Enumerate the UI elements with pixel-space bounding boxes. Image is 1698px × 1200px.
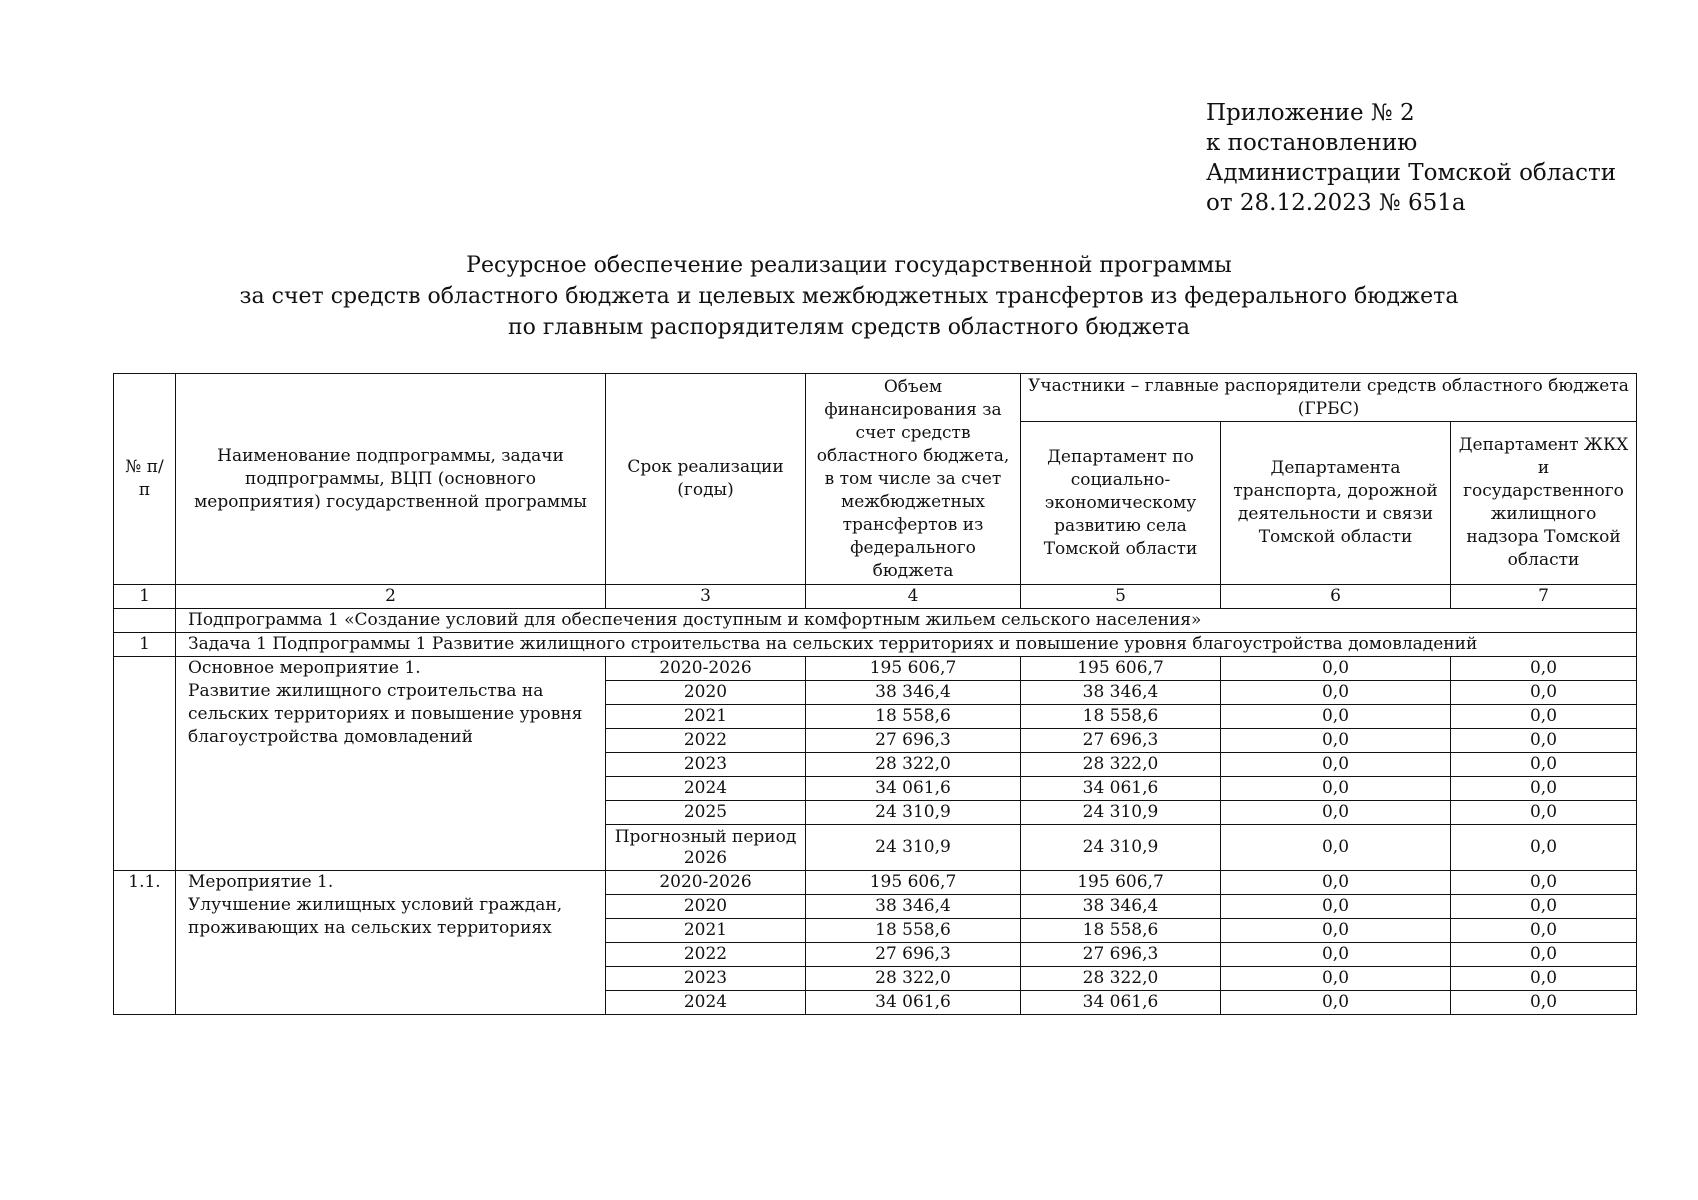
dept-housing-value: 0,0 <box>1451 801 1637 825</box>
dept-village-value: 24 310,9 <box>1021 801 1221 825</box>
period-cell: 2024 <box>606 777 806 801</box>
total-cell: 195 606,7 <box>806 657 1021 681</box>
period-cell: 2023 <box>606 753 806 777</box>
dept-housing-value: 0,0 <box>1451 825 1637 871</box>
dept-housing-value: 0,0 <box>1451 753 1637 777</box>
title-line: по главным распорядителям средств областного бюджета <box>507 315 1190 340</box>
dept-transport-value: 0,0 <box>1221 777 1451 801</box>
total-cell: 195 606,7 <box>806 871 1021 895</box>
total-cell: 18 558,6 <box>806 705 1021 729</box>
document-title <box>0 250 1698 343</box>
task-row <box>114 633 1637 657</box>
header-col-dept-village: Департамент по социально-экономическому развитию села Томской области <box>1021 422 1221 585</box>
dept-housing-value: 0,0 <box>1451 777 1637 801</box>
total-cell: 28 322,0 <box>806 967 1021 991</box>
measure-name-cell <box>176 657 606 871</box>
dept-village-value: 18 558,6 <box>1021 705 1221 729</box>
column-number-cell: 2 <box>176 585 606 609</box>
dept-village-value: 27 696,3 <box>1021 729 1221 753</box>
dept-village-value: 18 558,6 <box>1021 919 1221 943</box>
table-row <box>114 871 1637 895</box>
dept-transport-value: 0,0 <box>1221 943 1451 967</box>
title-line: за счет средств областного бюджета и целевых межбюджетных трансфертов из федерального бюджета <box>239 284 1459 309</box>
dept-housing-value: 0,0 <box>1451 729 1637 753</box>
dept-transport-value: 0,0 <box>1221 801 1451 825</box>
column-number-cell: 1 <box>114 585 176 609</box>
dept-village-value: 27 696,3 <box>1021 943 1221 967</box>
dept-transport-value: 0,0 <box>1221 753 1451 777</box>
dept-village-value: 28 322,0 <box>1021 753 1221 777</box>
column-number-cell: 4 <box>806 585 1021 609</box>
dept-village-value: 24 310,9 <box>1021 825 1221 871</box>
total-cell: 18 558,6 <box>806 919 1021 943</box>
dept-transport-value: 0,0 <box>1221 657 1451 681</box>
dept-village-value: 195 606,7 <box>1021 657 1221 681</box>
total-cell: 38 346,4 <box>806 681 1021 705</box>
period-cell: 2024 <box>606 991 806 1015</box>
total-cell: 34 061,6 <box>806 777 1021 801</box>
task-title: Задача 1 Подпрограммы 1 Развитие жилищного строительства на сельских территориях и повышение уровня благоустройства домовладений <box>176 633 1637 657</box>
dept-housing-value: 0,0 <box>1451 681 1637 705</box>
dept-transport-value: 0,0 <box>1221 825 1451 871</box>
dept-housing-value: 0,0 <box>1451 657 1637 681</box>
appendix-line: к постановлению <box>1206 130 1418 156</box>
dept-housing-value: 0,0 <box>1451 705 1637 729</box>
subprogram-row <box>114 609 1637 633</box>
period-cell: 2023 <box>606 967 806 991</box>
dept-housing-value: 0,0 <box>1451 895 1637 919</box>
period-cell: 2020-2026 <box>606 657 806 681</box>
total-cell: 28 322,0 <box>806 753 1021 777</box>
column-number-cell: 6 <box>1221 585 1451 609</box>
period-cell: 2021 <box>606 705 806 729</box>
measure-name-cell <box>176 871 606 1015</box>
appendix-block <box>1206 98 1616 218</box>
period-cell: 2020-2026 <box>606 871 806 895</box>
total-cell: 38 346,4 <box>806 895 1021 919</box>
appendix-line: Приложение № 2 <box>1206 100 1415 126</box>
dept-housing-value: 0,0 <box>1451 991 1637 1015</box>
total-cell: 34 061,6 <box>806 991 1021 1015</box>
dept-village-value: 34 061,6 <box>1021 991 1221 1015</box>
period-cell: 2022 <box>606 729 806 753</box>
dept-transport-value: 0,0 <box>1221 919 1451 943</box>
dept-transport-value: 0,0 <box>1221 871 1451 895</box>
total-cell: 27 696,3 <box>806 943 1021 967</box>
measure-description: Развитие жилищного строительства на сельских территориях и повышение уровня благоустройства домовладений <box>188 681 583 747</box>
dept-transport-value: 0,0 <box>1221 895 1451 919</box>
title-line: Ресурсное обеспечение реализации государственной программы <box>466 253 1232 278</box>
budget-table <box>113 373 1637 1015</box>
header-col-num: № п/п <box>114 374 176 585</box>
dept-housing-value: 0,0 <box>1451 919 1637 943</box>
row-number <box>114 657 176 871</box>
subprogram-title: Подпрограмма 1 «Создание условий для обеспечения доступным и комфортным жильем сельского населения» <box>176 609 1637 633</box>
row-number: 1.1. <box>114 871 176 1015</box>
task-num: 1 <box>114 633 176 657</box>
total-cell: 27 696,3 <box>806 729 1021 753</box>
appendix-line: Администрации Томской области <box>1206 160 1617 186</box>
period-cell: 2020 <box>606 681 806 705</box>
dept-housing-value: 0,0 <box>1451 943 1637 967</box>
column-number-cell: 7 <box>1451 585 1637 609</box>
dept-transport-value: 0,0 <box>1221 991 1451 1015</box>
measure-description: Улучшение жилищных условий граждан, проживающих на сельских территориях <box>188 895 563 938</box>
dept-village-value: 38 346,4 <box>1021 895 1221 919</box>
subprogram-num-cell <box>114 609 176 633</box>
header-col-total: Объем финансирования за счет средств областного бюджета, в том числе за счет межбюджетных трансфертов из федерального бюджета <box>806 374 1021 585</box>
dept-village-value: 34 061,6 <box>1021 777 1221 801</box>
dept-transport-value: 0,0 <box>1221 705 1451 729</box>
dept-housing-value: 0,0 <box>1451 967 1637 991</box>
total-cell: 24 310,9 <box>806 825 1021 871</box>
dept-transport-value: 0,0 <box>1221 967 1451 991</box>
total-cell: 24 310,9 <box>806 801 1021 825</box>
period-cell: 2021 <box>606 919 806 943</box>
period-cell: 2020 <box>606 895 806 919</box>
appendix-line: от 28.12.2023 № 651а <box>1206 190 1466 216</box>
period-cell: 2022 <box>606 943 806 967</box>
header-col-dept-housing: Департамент ЖКХ и государственного жилищного надзора Томской области <box>1451 422 1637 585</box>
measure-title: Мероприятие 1. <box>188 872 334 892</box>
header-col-dept-transport: Департамента транспорта, дорожной деятельности и связи Томской области <box>1221 422 1451 585</box>
header-col-period: Срок реализации (годы) <box>606 374 806 585</box>
header-participants: Участники – главные распорядители средств областного бюджета (ГРБС) <box>1021 374 1637 422</box>
column-number-cell: 5 <box>1021 585 1221 609</box>
column-number-cell: 3 <box>606 585 806 609</box>
dept-village-value: 28 322,0 <box>1021 967 1221 991</box>
dept-housing-value: 0,0 <box>1451 871 1637 895</box>
header-col-name: Наименование подпрограммы, задачи подпрограммы, ВЦП (основного мероприятия) государственной программы <box>176 374 606 585</box>
measure-title: Основное мероприятие 1. <box>188 658 421 678</box>
period-cell: 2025 <box>606 801 806 825</box>
dept-village-value: 38 346,4 <box>1021 681 1221 705</box>
dept-transport-value: 0,0 <box>1221 729 1451 753</box>
table-row <box>114 657 1637 681</box>
dept-village-value: 195 606,7 <box>1021 871 1221 895</box>
period-cell: Прогнозный период 2026 <box>606 825 806 871</box>
dept-transport-value: 0,0 <box>1221 681 1451 705</box>
column-numbers-row <box>114 585 1637 609</box>
